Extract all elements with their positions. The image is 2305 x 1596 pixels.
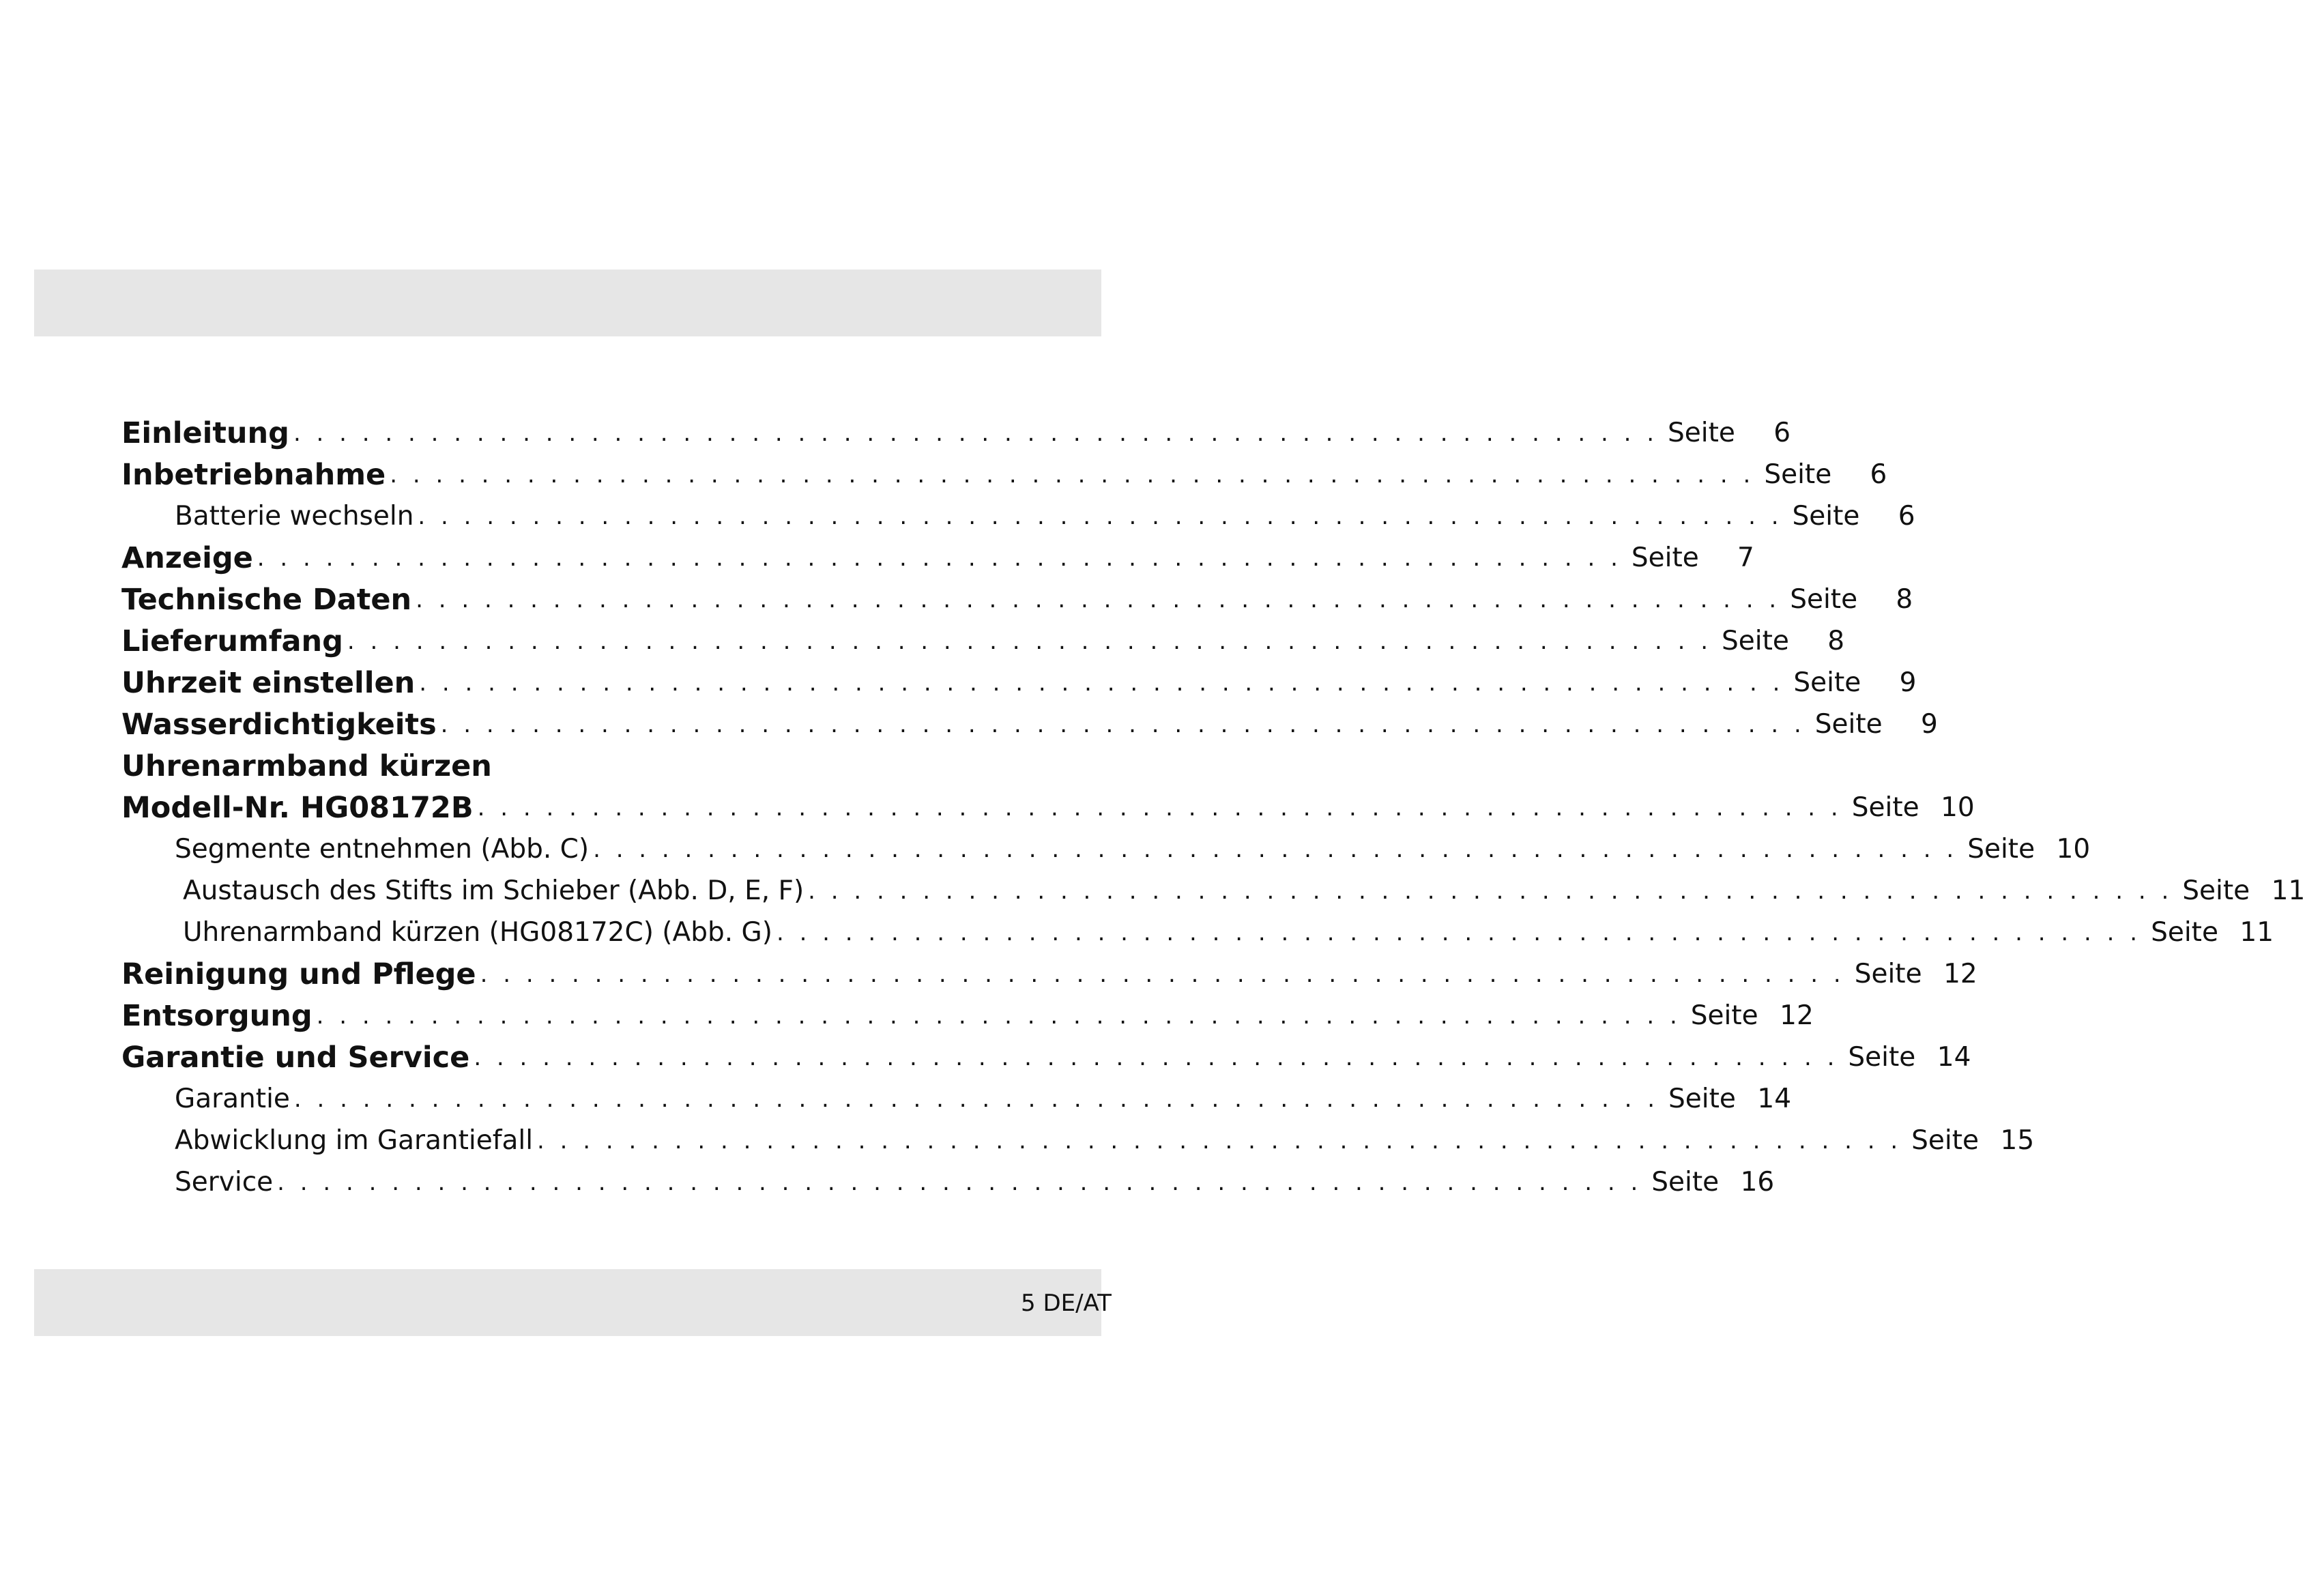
toc-leader-dots: . . . . . . . . . . . . . . . . . . . . . . . . . . . . . . . . . . . . . . . . . . . . . . . . . . . . . . . . . . . . (808, 877, 2173, 905)
toc-leader-dots: . . . . . . . . . . . . . . . . . . . . . . . . . . . . . . . . . . . . . . . . . . . . . . . . . . . . . . . . . . . . (593, 835, 1958, 863)
toc-entry (121, 454, 1887, 495)
toc-entry-title: Reinigung und Pflege (121, 957, 476, 991)
toc-page-label: Seite (1848, 1042, 1916, 1073)
toc-entry-title: Entsorgung (121, 998, 313, 1033)
toc-page-label: Seite (1814, 709, 1883, 740)
toc-entry (121, 412, 1791, 454)
toc-entry-title: Abwicklung im Garantiefall (175, 1125, 534, 1156)
toc-entry (121, 787, 1975, 828)
toc-entry-title: Uhrzeit einstellen (121, 665, 416, 700)
toc-page-number: 6 (1773, 418, 1791, 448)
toc-page-number: 16 (1740, 1167, 1775, 1198)
toc-entry-title: Segmente entnehmen (Abb. C) (175, 834, 590, 865)
toc-leader-dots: . . . . . . . . . . . . . . . . . . . . . . . . . . . . . . . . . . . . . . . . . . . . . . . . . . . . . . . . . . . . (537, 1127, 1902, 1155)
toc-entry (121, 620, 1845, 662)
toc-entry-title: Uhrenarmband kürzen (HG08172C) (Abb. G) (183, 917, 772, 948)
toc-entry (121, 953, 1977, 995)
toc-page-number: 11 (2271, 875, 2305, 906)
toc-leader-dots: . . . . . . . . . . . . . . . . . . . . . . . . . . . . . . . . . . . . . . . . . . . . . . . . . . . . . . . . . . . . (293, 1085, 1659, 1113)
toc-entry (121, 1078, 1792, 1120)
toc-leader-dots: . . . . . . . . . . . . . . . . . . . . . . . . . . . . . . . . . . . . . . . . . . . . . . . . . . . . . . . . . . . . (390, 461, 1755, 489)
toc-page-label: Seite (1911, 1125, 1980, 1156)
toc-leader-dots: . . . . . . . . . . . . . . . . . . . . . . . . . . . . . . . . . . . . . . . . . . . . . . . . . . . . . . . . . . . . (316, 1002, 1681, 1030)
toc-page-label: Seite (1764, 459, 1832, 490)
toc-page-label: Seite (1668, 1084, 1736, 1114)
toc-page-label: Seite (1668, 418, 1735, 448)
toc-page-number: 12 (1780, 1000, 1814, 1031)
toc-page-number: 12 (1943, 959, 1977, 989)
toc-page-label: Seite (1651, 1167, 1720, 1198)
toc-entry-title: Uhrenarmband kürzen (121, 749, 492, 783)
toc-entry (121, 1120, 2035, 1161)
toc-page-label: Seite (1790, 584, 1858, 615)
toc-page-label: Seite (1854, 959, 1922, 989)
toc-page-number: 14 (1757, 1084, 1792, 1114)
toc-page-label: Seite (2182, 875, 2250, 906)
footer-band (34, 1269, 1112, 1336)
toc-entry (121, 537, 1754, 579)
toc-leader-dots: . . . . . . . . . . . . . . . . . . . . . . . . . . . . . . . . . . . . . . . . . . . . . . . . . . . . . . . . . . . . (419, 669, 1784, 697)
toc-page-label: Seite (1690, 1000, 1758, 1031)
toc-page-number: 15 (2000, 1125, 2035, 1156)
toc-leader-dots: . . . . . . . . . . . . . . . . . . . . . . . . . . . . . . . . . . . . . . . . . . . . . . . . . . . . . . . . . . . . (776, 918, 2142, 946)
toc-entry (121, 1161, 1775, 1203)
page-number: 5 DE/AT (1021, 1290, 1112, 1317)
toc-page-label: Seite (1851, 792, 1919, 823)
toc-entry (121, 662, 1917, 703)
toc-entry (121, 579, 1913, 620)
toc-page-label: Seite (1792, 501, 1860, 532)
toc-page-number: 6 (1870, 459, 1887, 490)
toc-page-label: Seite (2151, 917, 2218, 948)
toc-entry-title: Modell-Nr. HG08172B (121, 790, 474, 825)
toc-entry (121, 495, 1915, 537)
table-of-contents (121, 412, 2305, 1203)
toc-entry-title: Austausch des Stifts im Schieber (Abb. D, E, F) (183, 875, 804, 906)
toc-entry (121, 1036, 1971, 1078)
toc-page-number: 7 (1737, 542, 1754, 573)
toc-page-number: 10 (1941, 792, 1975, 823)
toc-page-number: 14 (1937, 1042, 1971, 1073)
toc-entry (121, 828, 2091, 870)
toc-page-number: 9 (1920, 709, 1938, 740)
toc-leader-dots: . . . . . . . . . . . . . . . . . . . . . . . . . . . . . . . . . . . . . . . . . . . . . . . . . . . . . . . . . . . . (416, 585, 1781, 613)
toc-entry (121, 995, 1814, 1036)
toc-leader-dots: . . . . . . . . . . . . . . . . . . . . . . . . . . . . . . . . . . . . . . . . . . . . . . . . . . . . . . . . . . . . (474, 1043, 1839, 1071)
toc-leader-dots: . . . . . . . . . . . . . . . . . . . . . . . . . . . . . . . . . . . . . . . . . . . . . . . . . . . . . . . . . . . . (257, 544, 1622, 572)
toc-entry-title: Garantie und Service (121, 1040, 470, 1075)
toc-page-label: Seite (1793, 667, 1861, 698)
toc-leader-dots: . . . . . . . . . . . . . . . . . . . . . . . . . . . . . . . . . . . . . . . . . . . . . . . . . . . . . . . . . . . . (418, 502, 1783, 530)
toc-page-number: 9 (1899, 667, 1917, 698)
toc-page-label: Seite (1967, 834, 2035, 865)
toc-page-label: Seite (1722, 626, 1789, 656)
toc-page-label: Seite (1631, 542, 1699, 573)
toc-leader-dots: . . . . . . . . . . . . . . . . . . . . . . . . . . . . . . . . . . . . . . . . . . . . . . . . . . . . . . . . . . . . (277, 1168, 1642, 1196)
toc-entry-title: Anzeige (121, 540, 253, 575)
toc-entry-title: Lieferumfang (121, 624, 343, 658)
header-band (34, 270, 1101, 336)
toc-leader-dots: . . . . . . . . . . . . . . . . . . . . . . . . . . . . . . . . . . . . . . . . . . . . . . . . . . . . . . . . . . . . (477, 794, 1842, 822)
toc-page-number: 8 (1827, 626, 1845, 656)
toc-leader-dots: . . . . . . . . . . . . . . . . . . . . . . . . . . . . . . . . . . . . . . . . . . . . . . . . . . . . . . . . . . . . (347, 627, 1713, 655)
toc-page-number: 11 (2239, 917, 2274, 948)
toc-page-number: 10 (2056, 834, 2091, 865)
toc-entry-title: Batterie wechseln (175, 501, 414, 532)
toc-entry-title: Garantie (175, 1084, 290, 1114)
toc-entry (121, 870, 2305, 912)
toc-entry (121, 745, 1015, 787)
toc-page-number: 6 (1898, 501, 1915, 532)
toc-entry-title: Inbetriebnahme (121, 457, 386, 492)
toc-entry (121, 703, 1938, 745)
toc-leader-dots: . . . . . . . . . . . . . . . . . . . . . . . . . . . . . . . . . . . . . . . . . . . . . . . . . . . . . . . . . . . . (480, 960, 1845, 988)
toc-entry-title: Wasserdichtigkeits (121, 707, 437, 742)
toc-page-number: 8 (1896, 584, 1913, 615)
toc-leader-dots: . . . . . . . . . . . . . . . . . . . . . . . . . . . . . . . . . . . . . . . . . . . . . . . . . . . . . . . . . . . . (293, 419, 1659, 447)
toc-leader-dots: . . . . . . . . . . . . . . . . . . . . . . . . . . . . . . . . . . . . . . . . . . . . . . . . . . . . . . . . . . . . (440, 710, 1806, 738)
toc-entry-title: Technische Daten (121, 582, 412, 617)
toc-entry-title: Service (175, 1167, 274, 1198)
toc-entry (121, 912, 2274, 953)
toc-entry-title: Einleitung (121, 416, 289, 450)
